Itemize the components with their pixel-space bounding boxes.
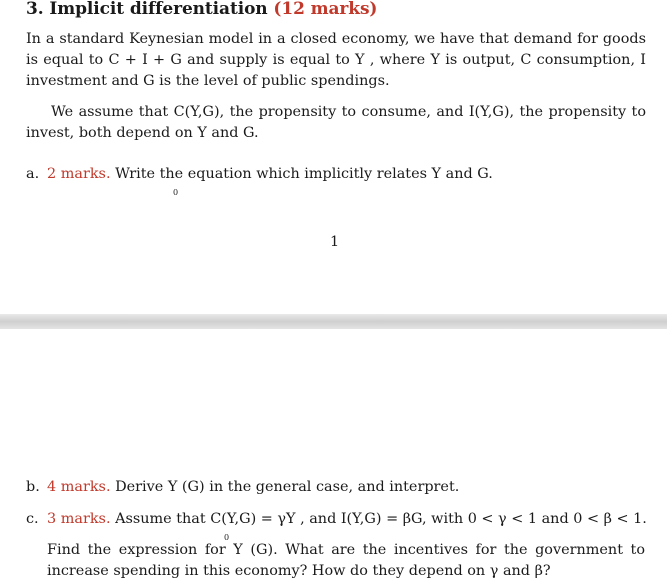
question-a-text: Write the equation which implicitly relates Y and G.: [115, 166, 493, 182]
page-number: 1: [330, 234, 340, 250]
question-b-marks: 4 marks.: [47, 479, 111, 495]
question-b-label: b.: [26, 479, 40, 495]
question-a-label: a.: [26, 166, 40, 182]
question-c-label: c.: [26, 511, 39, 527]
question-c-text: Assume that C(Y,G) = γY , and I(Y,G) = βG, with 0 < γ < 1 and 0 < β < 1.: [115, 511, 647, 527]
question-b-text: Derive Y (G) in the general case, and interpret.: [115, 479, 460, 495]
heading-marks: (12 marks): [273, 0, 378, 19]
intro-paragraph-1: In a standard Keynesian model in a closed economy, we have that demand for goods is equal to C + I + G and supply is equal to Y , where Y is output, C consumption, I investment and G is the level of public spendings.: [26, 31, 646, 89]
question-c: [26, 509, 647, 530]
question-a-marks: 2 marks.: [47, 166, 111, 182]
question-c-followup: Find the expression for Y (G). What are the incentives for the government to increase spending in this economy? How do they depend on γ and β?: [47, 542, 645, 579]
heading-title: Implicit differentiation: [49, 0, 268, 19]
page-2: [0, 329, 667, 587]
intro-paragraph-2: We assume that C(Y,G), the propensity to consume, and I(Y,G), the propensity to invest, both depend on Y and G.: [26, 104, 646, 141]
subscript-zero-c: 0: [224, 533, 230, 542]
question-c-marks: 3 marks.: [47, 511, 111, 527]
question-b: [26, 477, 459, 498]
question-a: [26, 164, 493, 185]
question-heading: [26, 0, 377, 19]
subscript-zero-a: 0: [173, 188, 179, 197]
heading-number: 3.: [26, 0, 44, 19]
page-separator: [0, 314, 667, 329]
